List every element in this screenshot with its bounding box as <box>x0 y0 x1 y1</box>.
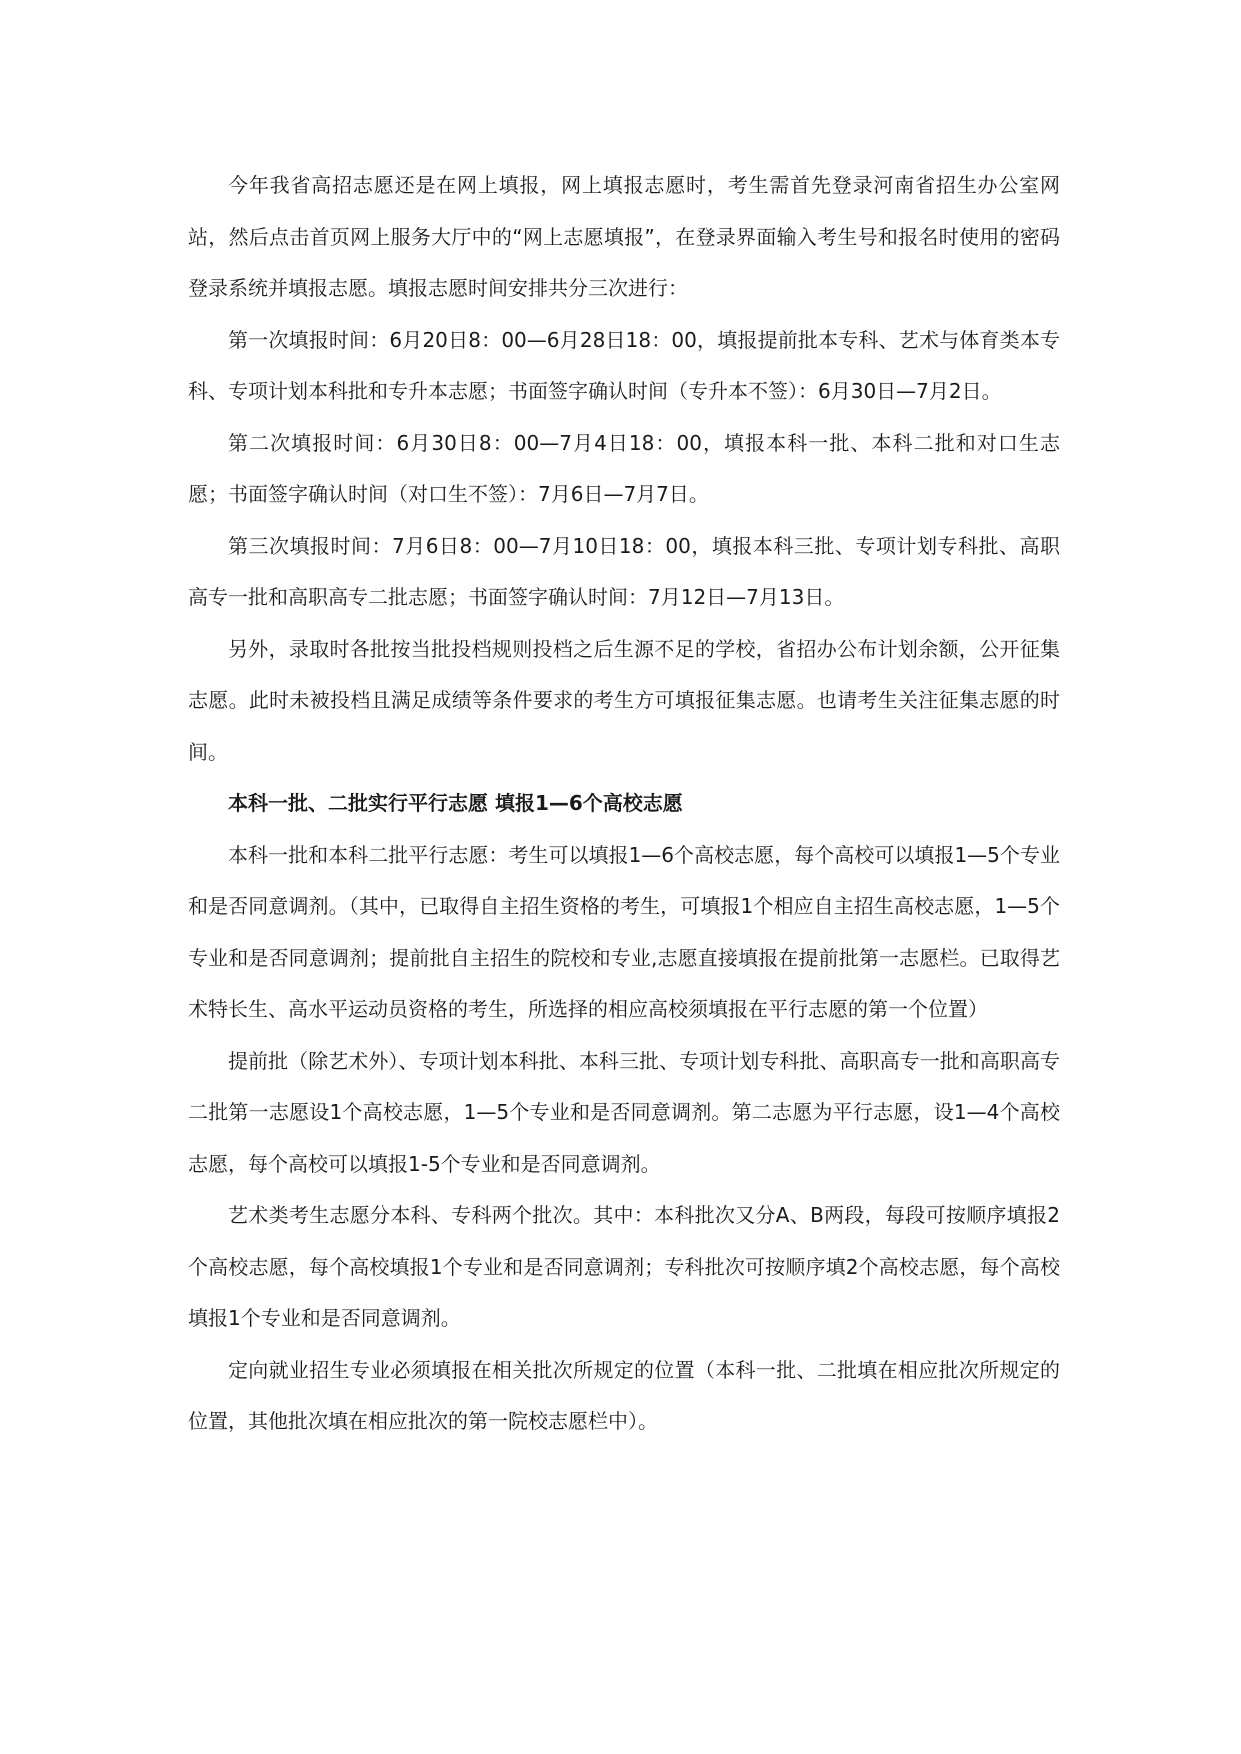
paragraph-supplementary: 另外，录取时各批按当批投档规则投档之后生源不足的学校，省招办公布计划余额，公开征集志愿。此时未被投档且满足成绩等条件要求的考生方可填报征集志愿。也请考生关注征集志愿的时间。 <box>188 636 1060 764</box>
section-heading: 本科一批、二批实行平行志愿 填报1—6个高校志愿 <box>228 791 683 815</box>
paragraph-parallel-volunteer: 本科一批和本科二批平行志愿：考生可以填报1—6个高校志愿，每个高校可以填报1—5个专业和是否同意调剂。（其中，已取得自主招生资格的考生，可填报1个相应自主招生高校志愿，1—5个专业和是否同意调剂；提前批自主招生的院校和专业,志愿直接填报在提前批第一志愿栏。已取得艺术特长生、高水平运动员资格的考生，所选择的相应高校须填报在平行志愿的第一个位置） <box>188 842 1060 1021</box>
paragraph-directed-employment: 定向就业招生专业必须填报在相关批次所规定的位置（本科一批、二批填在相应批次所规定的位置，其他批次填在相应批次的第一院校志愿栏中）。 <box>188 1357 1060 1433</box>
paragraph-second-round: 第二次填报时间：6月30日8：00—7月4日18：00，填报本科一批、本科二批和对口生志愿；书面签字确认时间（对口生不签）：7月6日—7月7日。 <box>188 430 1060 506</box>
paragraph-art-students: 艺术类考生志愿分本科、专科两个批次。其中：本科批次又分A、B两段，每段可按顺序填报2个高校志愿，每个高校填报1个专业和是否同意调剂；专科批次可按顺序填2个高校志愿，每个高校填报1个专业和是否同意调剂。 <box>188 1203 1060 1330</box>
paragraph-intro: 今年我省高招志愿还是在网上填报，网上填报志愿时，考生需首先登录河南省招生办公室网站，然后点击首页网上服务大厅中的“网上志愿填报”，在登录界面输入考生号和报名时使用的密码登录系统并填报志愿。填报志愿时间安排共分三次进行： <box>188 173 1060 300</box>
paragraph-early-batch: 提前批（除艺术外）、专项计划本科批、本科三批、专项计划专科批、高职高专一批和高职高专二批第一志愿设1个高校志愿，1—5个专业和是否同意调剂。第二志愿为平行志愿，设1—4个高校志愿，每个高校可以填报1-5个专业和是否同意调剂。 <box>188 1048 1060 1176</box>
paragraph-first-round: 第一次填报时间：6月20日8：00—6月28日18：00，填报提前批本专科、艺术与体育类本专科、专项计划本科批和专升本志愿；书面签字确认时间（专升本不签）：6月30日—7月2日。 <box>188 327 1060 403</box>
paragraph-third-round: 第三次填报时间：7月6日8：00—7月10日18：00，填报本科三批、专项计划专科批、高职高专一批和高职高专二批志愿；书面签字确认时间：7月12日—7月13日。 <box>188 533 1060 609</box>
document-page <box>188 160 1060 1448</box>
